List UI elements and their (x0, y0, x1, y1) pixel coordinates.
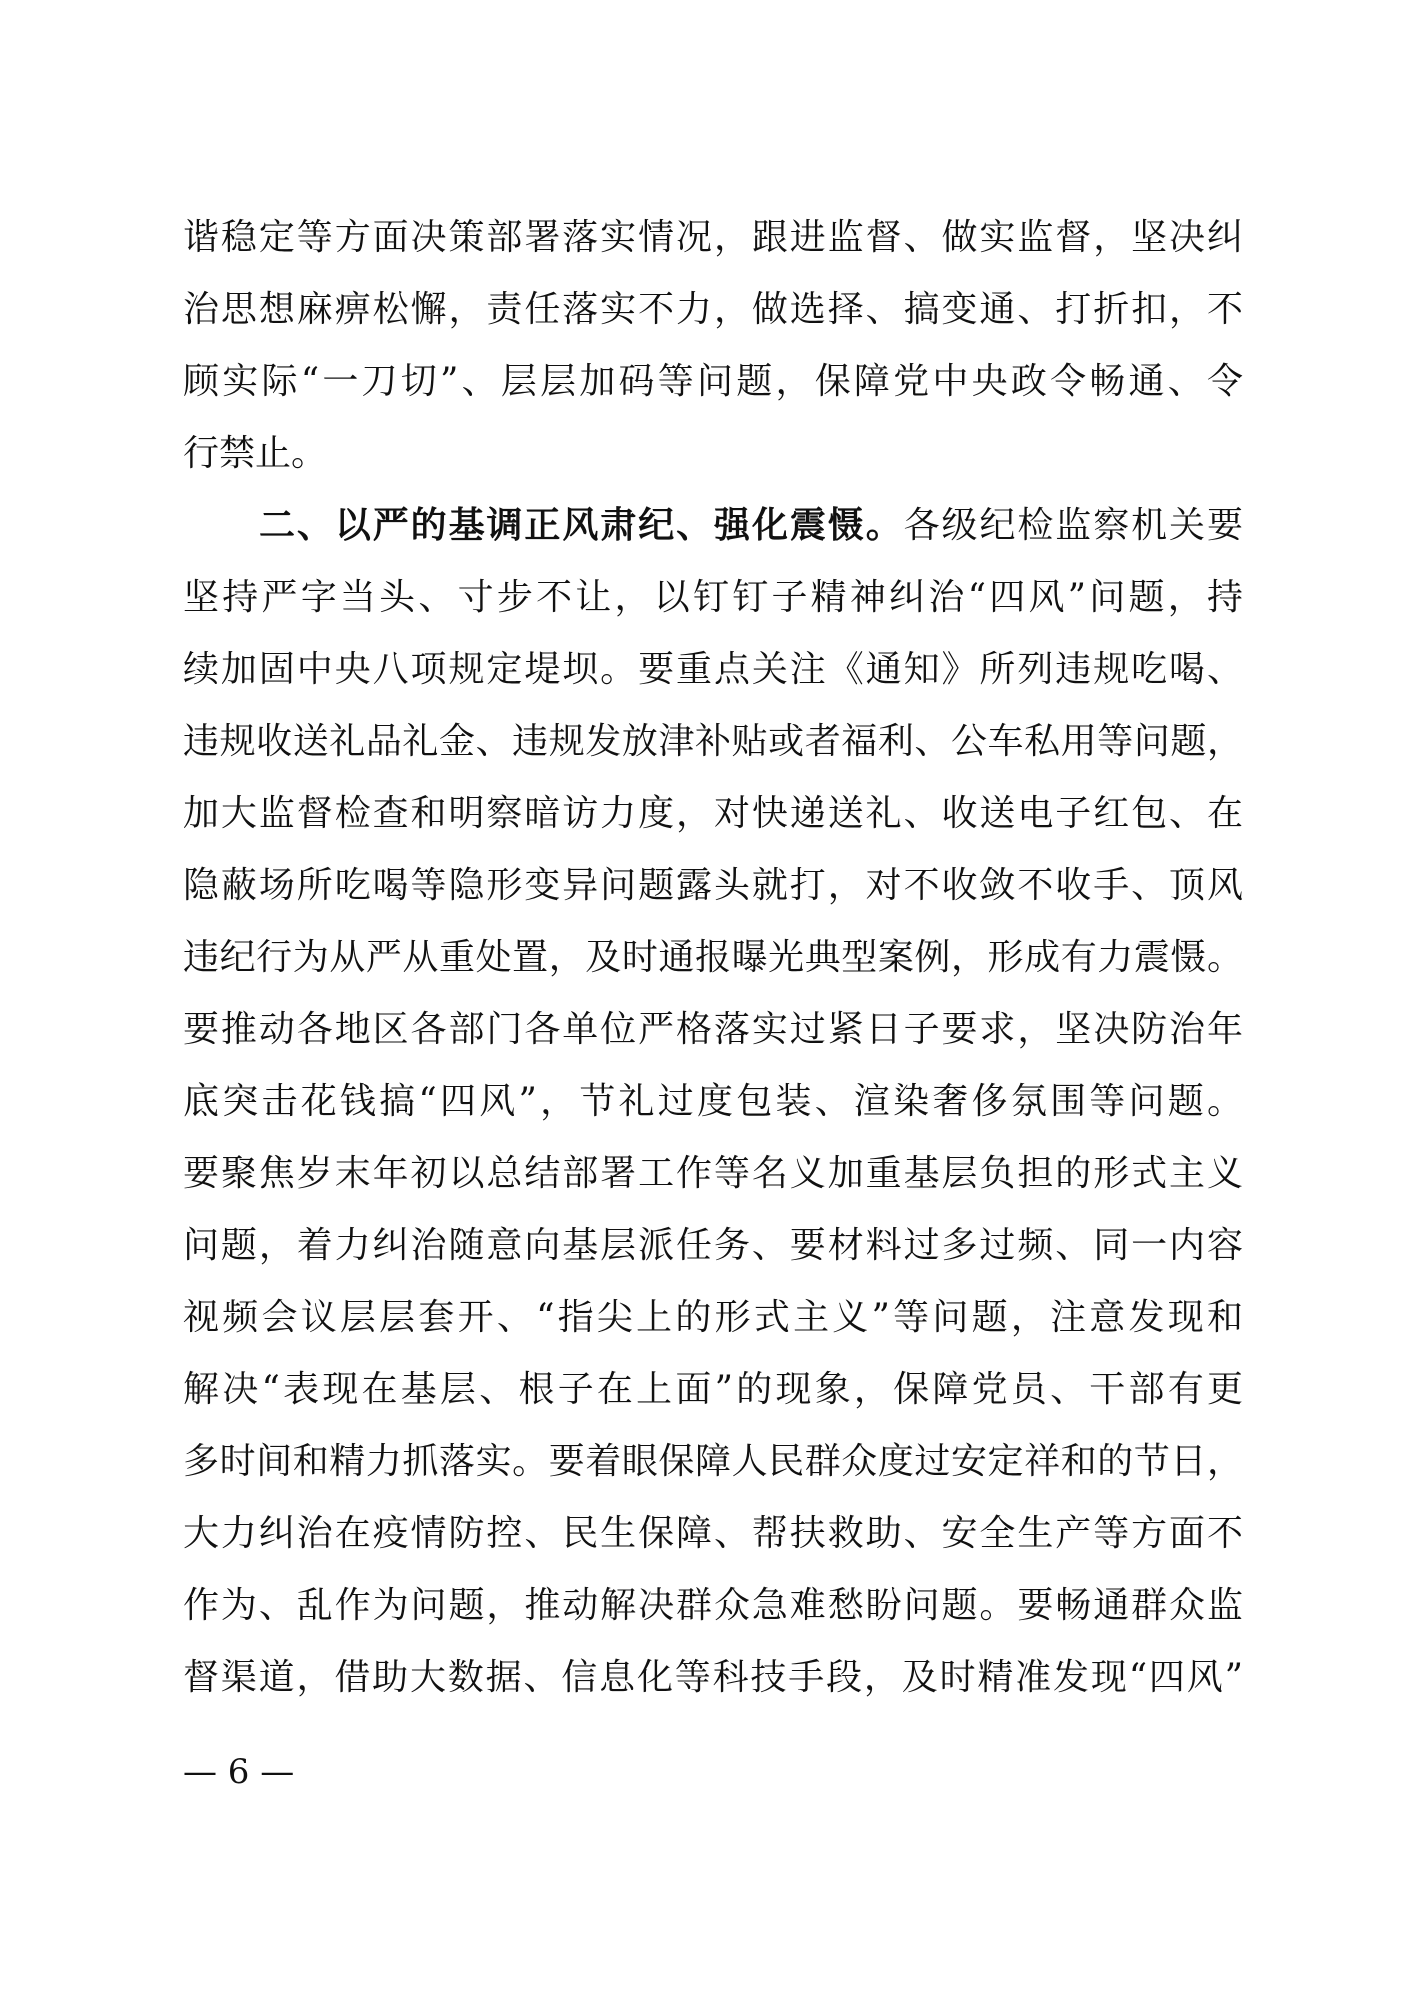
body-text-line: 违规收送礼品礼金、违规发放津补贴或者福利、公车私用等问题， (183, 721, 1243, 762)
section-heading-line (259, 490, 1243, 562)
body-text-line: 治思想麻痹松懈，责任落实不力，做选择、搞变通、打折扣，不 (183, 289, 1243, 330)
body-text-line: 要推动各地区各部门各单位严格落实过紧日子要求，坚决防治年 (183, 1009, 1243, 1050)
body-text-line: 谐稳定等方面决策部署落实情况，跟进监督、做实监督，坚决纠 (183, 217, 1243, 258)
body-text-line: 要聚焦岁末年初以总结部署工作等名义加重基层负担的形式主义 (183, 1153, 1243, 1194)
body-text-line: 问题，着力纠治随意向基层派任务、要材料过多过频、同一内容 (183, 1225, 1243, 1266)
body-text-line: 行禁止。 (183, 433, 328, 474)
body-text-line: 顾实际“一刀切”、层层加码等问题，保障党中央政令畅通、令 (183, 361, 1243, 402)
body-text-line: 解决“表现在基层、根子在上面”的现象，保障党员、干部有更 (183, 1369, 1243, 1410)
body-text-line: 底突击花钱搞“四风”，节礼过度包装、渲染奢侈氛围等问题。 (183, 1081, 1243, 1122)
body-text: 各级纪检监察机关要 (903, 505, 1243, 546)
body-text-line: 违纪行为从严从重处置，及时通报曝光典型案例，形成有力震慑。 (183, 937, 1243, 978)
page-number: — 6 — (183, 1752, 295, 1792)
body-text-line: 大力纠治在疫情防控、民生保障、帮扶救助、安全生产等方面不 (183, 1513, 1243, 1554)
body-text-line: 多时间和精力抓落实。要着眼保障人民群众度过安定祥和的节日， (183, 1441, 1243, 1482)
body-text-line: 续加固中央八项规定堤坝。要重点关注《通知》所列违规吃喝、 (183, 649, 1243, 690)
body-text-line: 隐蔽场所吃喝等隐形变异问题露头就打，对不收敛不收手、顶风 (183, 865, 1243, 906)
body-text-line: 坚持严字当头、寸步不让，以钉钉子精神纠治“四风”问题，持 (183, 577, 1243, 618)
body-text-line: 视频会议层层套开、“指尖上的形式主义”等问题，注意发现和 (183, 1297, 1243, 1338)
body-text-line: 督渠道，借助大数据、信息化等科技手段，及时精准发现“四风” (183, 1657, 1243, 1698)
body-text-line: 作为、乱作为问题，推动解决群众急难愁盼问题。要畅通群众监 (183, 1585, 1243, 1626)
section-heading: 二、以严的基调正风肃纪、强化震慑。 (259, 505, 904, 546)
body-text-line: 加大监督检查和明察暗访力度，对快递送礼、收送电子红包、在 (183, 793, 1243, 834)
